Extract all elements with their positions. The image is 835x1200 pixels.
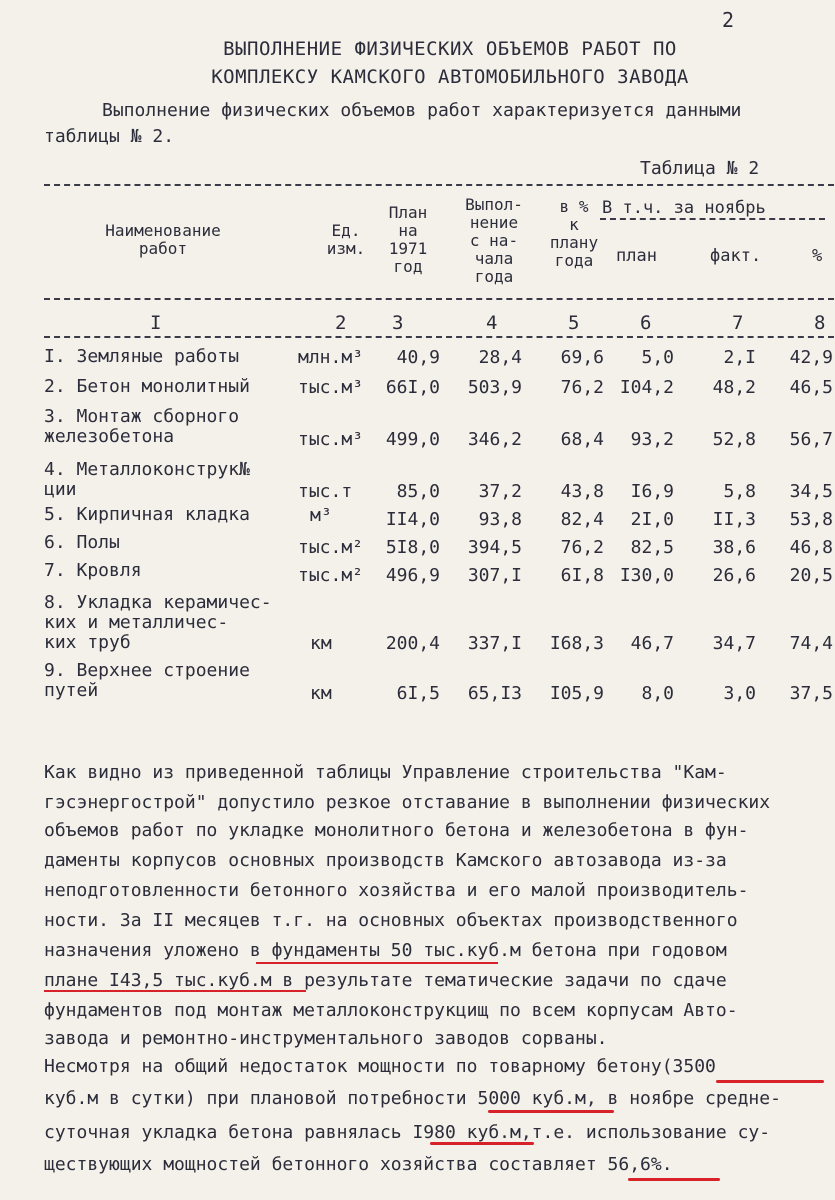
table-cell-plan: 40,9: [396, 347, 440, 368]
table-cell-pct: I68,3: [549, 633, 604, 654]
table-cell-pct: 76,2: [560, 377, 604, 398]
table-cell-done: 503,9: [467, 377, 522, 398]
paragraph-line: фундаментов под монтаж металлоконструкцищ по всем корпусам Авто-: [44, 1000, 738, 1021]
col-number-6: 6: [640, 312, 652, 334]
table-row-name: 6. Полы: [44, 532, 120, 553]
table-cell-nov-fact: 48,2: [712, 377, 756, 398]
page-number: 2: [722, 8, 735, 32]
header-sub-fact: факт.: [710, 246, 762, 266]
table-cell-plan: 66I,0: [385, 377, 440, 398]
table-cell-done: 394,5: [467, 537, 522, 558]
header-plan: План на 1971 год: [388, 203, 428, 276]
table-cell-nov-pct: 34,5: [789, 481, 833, 502]
table-cell-nov-plan: 2I,0: [630, 509, 674, 530]
header-sub-plan: план: [616, 246, 657, 266]
header-name: Наименование работ: [105, 221, 221, 258]
paragraph-line: куб.м в сутки) при плановой потребности 5000 куб.м, в ноябре средне-: [44, 1088, 781, 1109]
header-bottom-rule: [44, 298, 834, 300]
table-cell-pct: 82,4: [560, 509, 604, 530]
red-underline-mark: [716, 1080, 824, 1083]
header-pct: в % к плану года: [549, 197, 599, 270]
table-cell-nov-fact: 26,6: [712, 565, 756, 586]
red-underline-mark: [628, 1178, 720, 1181]
table-cell-unit: тыс.м³: [298, 377, 364, 398]
col-number-8: 8: [814, 312, 826, 334]
col-number-4: 4: [486, 312, 498, 334]
table-cell-done: 93,8: [478, 509, 522, 530]
table-cell-plan: 85,0: [396, 481, 440, 502]
header-done: Выпол- нение с на- чала года: [465, 195, 523, 286]
table-cell-nov-fact: 34,7: [712, 633, 756, 654]
table-cell-unit: тыс.т: [298, 481, 353, 502]
table-cell-plan: II4,0: [385, 509, 440, 530]
table-cell-nov-pct: 37,5: [789, 683, 833, 704]
table-cell-nov-plan: 5,0: [641, 347, 674, 368]
table-cell-done: 65,I3: [467, 683, 522, 704]
table-cell-nov-plan: 46,7: [630, 633, 674, 654]
table-cell-plan: 5I8,0: [385, 537, 440, 558]
table-row-name: 7. Кровля: [44, 560, 142, 581]
table-cell-nov-fact: 52,8: [712, 429, 756, 450]
red-underline-mark: [44, 990, 306, 992]
table-cell-unit: тыс.м²: [298, 565, 364, 586]
table-cell-nov-fact: 38,6: [712, 537, 756, 558]
table-cell-nov-pct: 74,4: [789, 633, 833, 654]
table-cell-nov-pct: 46,5: [789, 377, 833, 398]
red-underline-mark: [430, 1142, 534, 1145]
paragraph-line: плане I43,5 тыс.куб.м в результате тематические задачи по сдаче: [44, 970, 727, 991]
col-number-3: 3: [392, 312, 404, 334]
table-cell-plan: 499,0: [385, 429, 440, 450]
table-top-rule: [44, 184, 834, 186]
table-cell-done: 346,2: [467, 429, 522, 450]
table-cell-pct: I05,9: [549, 683, 604, 704]
table-cell-nov-plan: 93,2: [630, 429, 674, 450]
table-cell-unit: м³: [310, 505, 332, 526]
header-unit: Ед. изм.: [326, 221, 366, 258]
table-cell-pct: 68,4: [560, 429, 604, 450]
page-title-line-1: ВЫПОЛНЕНИЕ ФИЗИЧЕСКИХ ОБЪЕМОВ РАБОТ ПО: [223, 38, 677, 60]
table-cell-nov-plan: 8,0: [641, 683, 674, 704]
table-cell-nov-plan: I04,2: [619, 377, 674, 398]
table-cell-pct: 69,6: [560, 347, 604, 368]
table-cell-plan: 6I,5: [396, 683, 440, 704]
table-cell-unit: км: [310, 683, 332, 704]
table-cell-nov-fact: 3,0: [723, 683, 756, 704]
table-cell-nov-plan: 82,5: [630, 537, 674, 558]
paragraph-line: Как видно из приведенной таблицы Управление строительства "Кам-: [44, 762, 727, 783]
table-cell-unit: км: [310, 633, 332, 654]
table-cell-pct: 76,2: [560, 537, 604, 558]
table-cell-nov-pct: 53,8: [789, 509, 833, 530]
table-cell-pct: 6I,8: [560, 565, 604, 586]
table-cell-plan: 496,9: [385, 565, 440, 586]
table-cell-nov-fact: 5,8: [723, 481, 756, 502]
table-cell-pct: 43,8: [560, 481, 604, 502]
col-number-5: 5: [568, 312, 580, 334]
red-underline-mark: [256, 962, 498, 964]
table-cell-done: 37,2: [478, 481, 522, 502]
table-cell-done: 307,I: [467, 565, 522, 586]
paragraph-line: объемов работ по укладке монолитного бетона и железобетона в фун-: [44, 820, 749, 841]
table-cell-nov-fact: II,3: [712, 509, 756, 530]
table-row-name: 8. Укладка керамичес- ких и металличес- ких труб: [44, 592, 272, 653]
header-sub-pct: %: [812, 246, 823, 266]
paragraph-line: гэсэнергострой" допустило резкое отставание в выполнении физических: [44, 792, 771, 813]
table-cell-done: 28,4: [478, 347, 522, 368]
table-row-name: 3. Монтаж сборного железобетона: [44, 406, 240, 447]
col-number-7: 7: [732, 312, 744, 334]
paragraph-line: Несмотря на общий недостаток мощности по товарному бетону(3500: [44, 1056, 716, 1077]
red-underline-mark: [488, 1110, 614, 1113]
header-group-rule: [600, 218, 825, 220]
table-cell-plan: 200,4: [385, 633, 440, 654]
table-cell-nov-pct: 56,7: [789, 429, 833, 450]
paragraph-line: суточная укладка бетона равнялась I980 куб.м,т.е. использование су-: [44, 1122, 771, 1143]
paragraph-line: назначения уложено в фундаменты 50 тыс.куб.м бетона при годовом: [44, 940, 727, 961]
table-row-name: 2. Бетон монолитный: [44, 376, 250, 397]
table-row-name: I. Земляные работы: [44, 346, 240, 367]
paragraph-line: ществующих мощностей бетонного хозяйства составляет 56,6%.: [44, 1154, 673, 1175]
table-cell-unit: млн.м³: [298, 347, 364, 368]
table-row-name: 9. Верхнее строение путей: [44, 660, 250, 701]
paragraph-line: ности. За II месяцев т.г. на основных объектах производственного: [44, 910, 738, 931]
intro-line-1: Выполнение физических объемов работ характеризуется данными: [102, 100, 742, 121]
table-label: Таблица № 2: [640, 158, 760, 179]
table-cell-nov-plan: I30,0: [619, 565, 674, 586]
paragraph-line: завода и ремонтно-инструментального заводов сорваны.: [44, 1028, 608, 1049]
table-cell-nov-fact: 2,I: [723, 347, 756, 368]
intro-line-2: таблицы № 2.: [44, 126, 175, 147]
table-cell-nov-pct: 20,5: [789, 565, 833, 586]
paragraph-line: неподготовленности бетонного хозяйства и его малой производитель-: [44, 880, 749, 901]
table-cell-unit: тыс.м²: [298, 537, 364, 558]
table-cell-done: 337,I: [467, 633, 522, 654]
table-cell-nov-plan: I6,9: [630, 481, 674, 502]
table-row-name: 5. Кирпичная кладка: [44, 504, 250, 525]
col-number-2: 2: [335, 312, 347, 334]
page-title-line-2: КОМПЛЕКСУ КАМСКОГО АВТОМОБИЛЬНОГО ЗАВОДА: [211, 66, 689, 88]
col-number-1: I: [150, 312, 162, 334]
colnum-bottom-rule: [44, 336, 834, 338]
paragraph-line: даменты корпусов основных производств Камского автозавода из-за: [44, 850, 727, 871]
table-cell-nov-pct: 46,8: [789, 537, 833, 558]
table-cell-unit: тыс.м³: [298, 429, 364, 450]
header-group: В т.ч. за ноябрь: [602, 198, 766, 218]
table-row-name: 4. Металлоконструк№ ции: [44, 459, 250, 500]
table-cell-nov-pct: 42,9: [789, 347, 833, 368]
